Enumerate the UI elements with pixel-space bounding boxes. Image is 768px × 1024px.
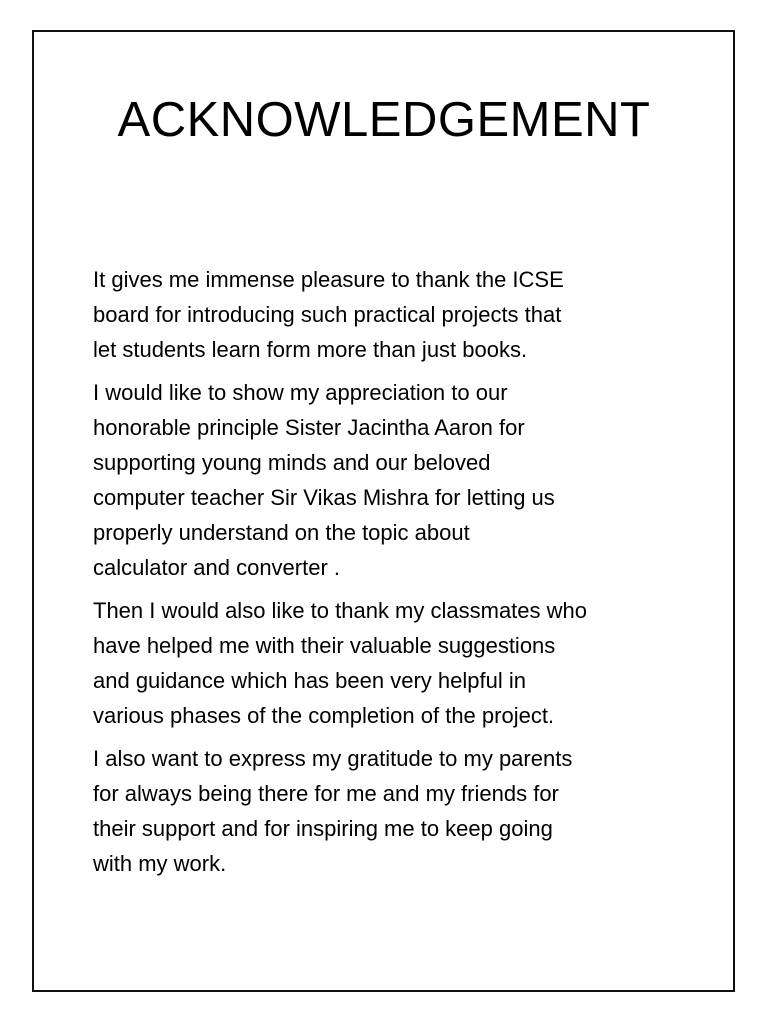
paragraph-1: It gives me immense pleasure to thank the ICSE board for introducing such practical projects that let students learn form more than just books. [93,267,564,362]
paragraph-3: Then I would also like to thank my classmates who have helped me with their valuable suggestions and guidance which has been very helpful in various phases of the completion of the project. [93,598,588,728]
paragraph-4: I also want to express my gratitude to my parents for always being there for me and my friends for their support and for inspiring me to keep going with my work. [93,746,573,876]
page-title: ACKNOWLEDGEMENT [117,93,651,147]
acknowledgement-body [93,262,703,889]
paragraph-2: I would like to show my appreciation to our honorable principle Sister Jacintha Aaron for supporting young minds and our beloved computer teacher Sir Vikas Mishra for letting us properly understand on the topic about calculator and converter . [93,380,555,580]
